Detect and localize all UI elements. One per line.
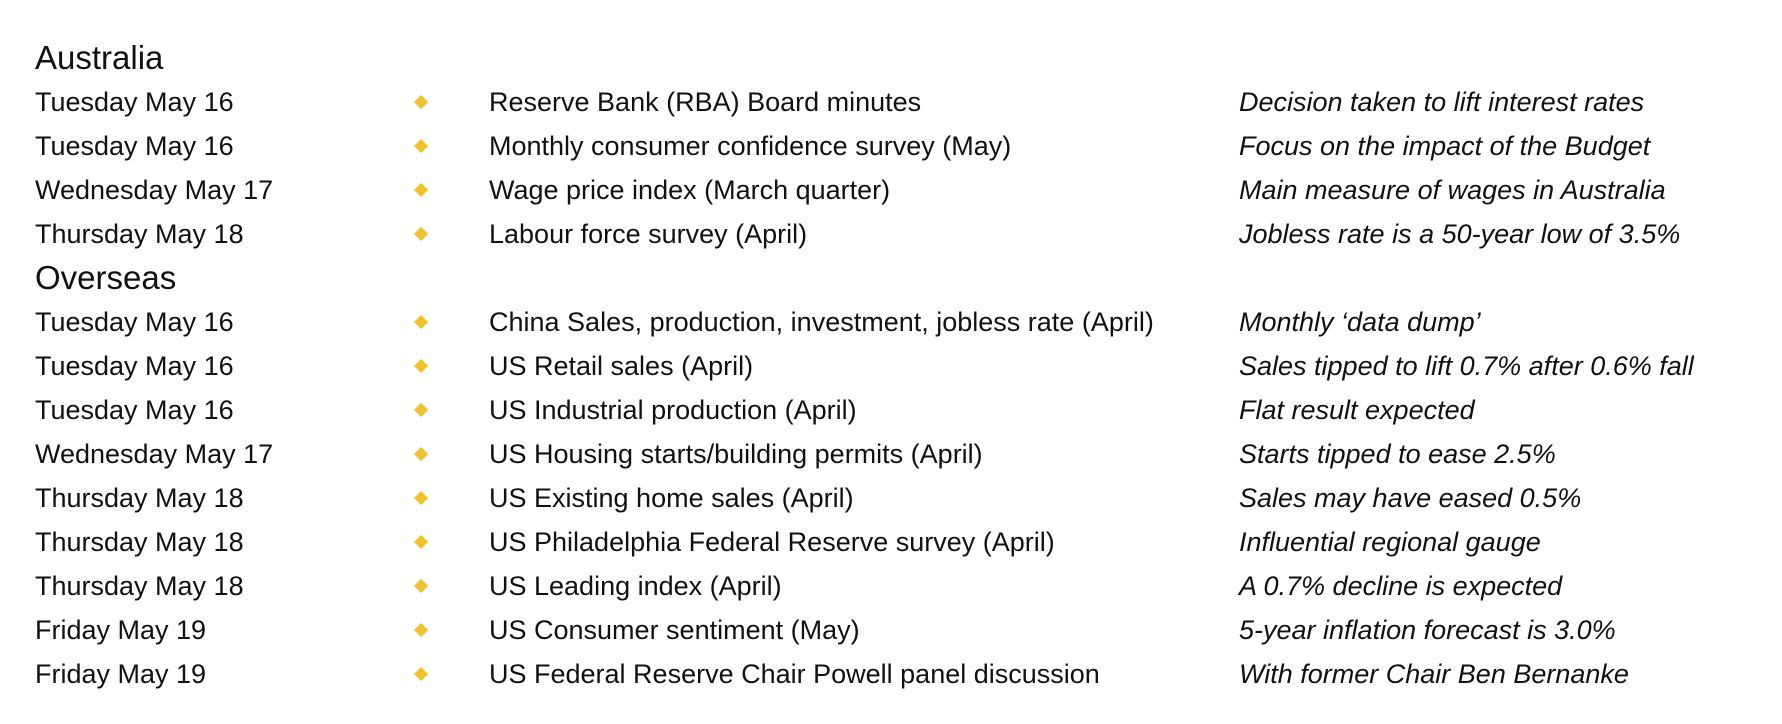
event-date: Thursday May 18 [35, 526, 244, 557]
diamond-bullet-icon [414, 315, 428, 329]
bullet-cell [413, 185, 489, 195]
diamond-bullet-icon [414, 447, 428, 461]
calendar-content [35, 36, 1755, 696]
bullet-cell [413, 317, 489, 327]
event-date: Thursday May 18 [35, 218, 244, 249]
bullet-cell [413, 361, 489, 371]
section-title: Australia [35, 39, 164, 76]
calendar-row [35, 520, 1755, 564]
calendar-row [35, 212, 1755, 256]
event-note: Starts tipped to ease 2.5% [1239, 438, 1556, 469]
diamond-bullet-icon [414, 183, 428, 197]
calendar-row [35, 432, 1755, 476]
event-name: Wage price index (March quarter) [489, 174, 891, 205]
calendar-row [35, 388, 1755, 432]
calendar-row [35, 652, 1755, 696]
event-note: Influential regional gauge [1239, 526, 1541, 557]
bullet-cell [413, 97, 489, 107]
event-name: US Industrial production (April) [489, 394, 857, 425]
diamond-bullet-icon [414, 139, 428, 153]
bullet-cell [413, 537, 489, 547]
calendar-row [35, 124, 1755, 168]
diamond-bullet-icon [414, 535, 428, 549]
calendar-row [35, 564, 1755, 608]
event-date: Thursday May 18 [35, 570, 244, 601]
diamond-bullet-icon [414, 95, 428, 109]
event-note: 5-year inflation forecast is 3.0% [1239, 614, 1616, 645]
calendar-row [35, 168, 1755, 212]
event-name: US Retail sales (April) [489, 350, 754, 381]
event-name: Reserve Bank (RBA) Board minutes [489, 86, 922, 117]
event-note: Sales may have eased 0.5% [1239, 482, 1582, 513]
diamond-bullet-icon [414, 491, 428, 505]
event-date: Tuesday May 16 [35, 350, 234, 381]
bullet-cell [413, 405, 489, 415]
calendar-row [35, 300, 1755, 344]
diamond-bullet-icon [414, 667, 428, 681]
event-note: A 0.7% decline is expected [1239, 570, 1563, 601]
diamond-bullet-icon [414, 579, 428, 593]
event-note: Focus on the impact of the Budget [1239, 130, 1651, 161]
event-name: US Philadelphia Federal Reserve survey (April) [489, 526, 1055, 557]
bullet-cell [413, 141, 489, 151]
diamond-bullet-icon [414, 623, 428, 637]
event-note: With former Chair Ben Bernanke [1239, 658, 1629, 689]
section-title: Overseas [35, 259, 177, 296]
bullet-cell [413, 449, 489, 459]
event-date: Tuesday May 16 [35, 394, 234, 425]
bullet-cell [413, 625, 489, 635]
event-name: Monthly consumer confidence survey (May) [489, 130, 1012, 161]
bullet-cell [413, 493, 489, 503]
event-date: Friday May 19 [35, 614, 207, 645]
event-note: Jobless rate is a 50-year low of 3.5% [1239, 218, 1681, 249]
diamond-bullet-icon [414, 403, 428, 417]
event-name: US Federal Reserve Chair Powell panel discussion [489, 658, 1100, 689]
event-name: US Consumer sentiment (May) [489, 614, 860, 645]
bullet-cell [413, 669, 489, 679]
calendar-row [35, 476, 1755, 520]
event-date: Thursday May 18 [35, 482, 244, 513]
event-name: US Existing home sales (April) [489, 482, 854, 513]
diamond-bullet-icon [414, 359, 428, 373]
event-note: Monthly ‘data dump’ [1239, 306, 1481, 337]
bullet-cell [413, 581, 489, 591]
event-note: Sales tipped to lift 0.7% after 0.6% fall [1239, 350, 1694, 381]
event-date: Friday May 19 [35, 658, 207, 689]
event-date: Wednesday May 17 [35, 174, 274, 205]
calendar-row [35, 608, 1755, 652]
event-name: US Leading index (April) [489, 570, 782, 601]
event-note: Main measure of wages in Australia [1239, 174, 1666, 205]
event-date: Wednesday May 17 [35, 438, 274, 469]
event-note: Decision taken to lift interest rates [1239, 86, 1645, 117]
event-date: Tuesday May 16 [35, 306, 234, 337]
calendar-row [35, 80, 1755, 124]
calendar-row [35, 344, 1755, 388]
bullet-cell [413, 229, 489, 239]
event-date: Tuesday May 16 [35, 86, 234, 117]
event-name: Labour force survey (April) [489, 218, 808, 249]
event-note: Flat result expected [1239, 394, 1475, 425]
event-name: US Housing starts/building permits (April) [489, 438, 983, 469]
event-name: China Sales, production, investment, jobless rate (April) [489, 306, 1154, 337]
diamond-bullet-icon [414, 227, 428, 241]
event-date: Tuesday May 16 [35, 130, 234, 161]
